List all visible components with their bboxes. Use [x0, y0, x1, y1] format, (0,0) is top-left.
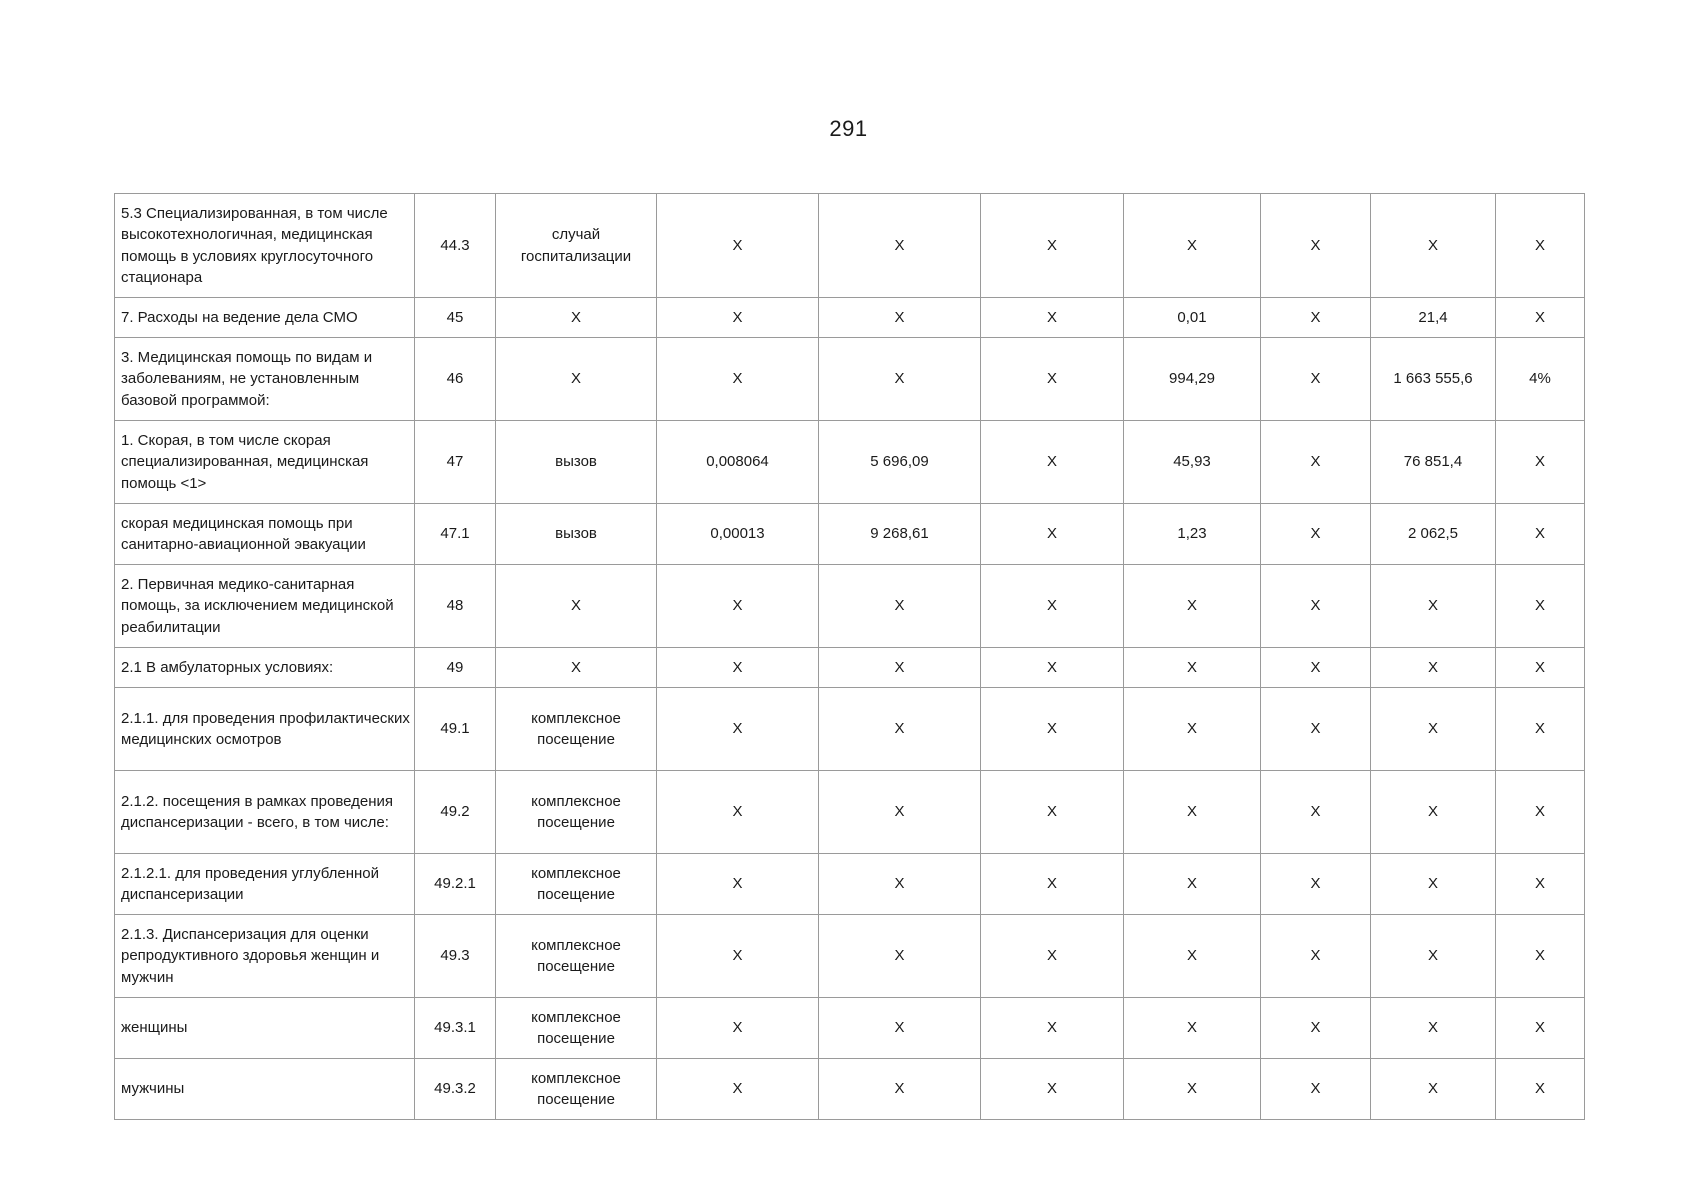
- row-name-cell: 2.1 В амбулаторных условиях:: [115, 648, 415, 688]
- value-cell: X: [1124, 771, 1261, 854]
- unit-cell: комплексное посещение: [496, 998, 657, 1059]
- value-cell: X: [819, 771, 981, 854]
- line-number-cell: 49: [415, 648, 496, 688]
- table-row: [115, 338, 1585, 421]
- value-cell: X: [1371, 998, 1496, 1059]
- value-cell: X: [657, 771, 819, 854]
- row-name-cell: скорая медицинская помощь при санитарно-авиационной эвакуации: [115, 504, 415, 565]
- value-cell: X: [1261, 298, 1371, 338]
- value-cell: X: [819, 648, 981, 688]
- line-number-cell: 47: [415, 421, 496, 504]
- value-cell: X: [657, 194, 819, 298]
- value-cell: X: [1371, 854, 1496, 915]
- unit-cell: комплексное посещение: [496, 915, 657, 998]
- unit-cell: комплексное посещение: [496, 771, 657, 854]
- value-cell: X: [1124, 854, 1261, 915]
- value-cell: X: [981, 338, 1124, 421]
- line-number-cell: 49.2.1: [415, 854, 496, 915]
- value-cell: X: [1371, 688, 1496, 771]
- value-cell: X: [981, 688, 1124, 771]
- value-cell: X: [1496, 688, 1585, 771]
- value-cell: X: [1261, 998, 1371, 1059]
- line-number-cell: 44.3: [415, 194, 496, 298]
- row-name-cell: мужчины: [115, 1059, 415, 1120]
- table-row: [115, 854, 1585, 915]
- data-table: [114, 193, 1585, 1120]
- value-cell: X: [1124, 998, 1261, 1059]
- line-number-cell: 46: [415, 338, 496, 421]
- value-cell: 9 268,61: [819, 504, 981, 565]
- value-cell: 0,01: [1124, 298, 1261, 338]
- value-cell: X: [657, 298, 819, 338]
- value-cell: X: [819, 338, 981, 421]
- row-name-cell: 2.1.2.1. для проведения углубленной диспансеризации: [115, 854, 415, 915]
- value-cell: X: [819, 998, 981, 1059]
- value-cell: X: [657, 1059, 819, 1120]
- value-cell: X: [1371, 648, 1496, 688]
- value-cell: X: [1496, 298, 1585, 338]
- value-cell: X: [819, 194, 981, 298]
- value-cell: 0,008064: [657, 421, 819, 504]
- value-cell: X: [819, 298, 981, 338]
- value-cell: X: [981, 648, 1124, 688]
- row-name-cell: 2. Первичная медико-санитарная помощь, за исключением медицинской реабилитации: [115, 565, 415, 648]
- value-cell: X: [1371, 1059, 1496, 1120]
- value-cell: X: [1371, 771, 1496, 854]
- unit-cell: вызов: [496, 504, 657, 565]
- value-cell: X: [1261, 771, 1371, 854]
- value-cell: X: [1261, 648, 1371, 688]
- value-cell: X: [1496, 771, 1585, 854]
- table-body: [115, 194, 1585, 1120]
- row-name-cell: 3. Медицинская помощь по видам и заболеваниям, не установленным базовой программой:: [115, 338, 415, 421]
- value-cell: 45,93: [1124, 421, 1261, 504]
- row-name-cell: 2.1.3. Диспансеризация для оценки репродуктивного здоровья женщин и мужчин: [115, 915, 415, 998]
- value-cell: X: [1261, 1059, 1371, 1120]
- value-cell: 4%: [1496, 338, 1585, 421]
- value-cell: X: [657, 565, 819, 648]
- value-cell: X: [1261, 915, 1371, 998]
- value-cell: X: [1124, 915, 1261, 998]
- table-row: [115, 998, 1585, 1059]
- value-cell: 1 663 555,6: [1371, 338, 1496, 421]
- value-cell: X: [981, 771, 1124, 854]
- table-row: [115, 421, 1585, 504]
- table-row: [115, 504, 1585, 565]
- value-cell: X: [657, 854, 819, 915]
- value-cell: X: [1261, 854, 1371, 915]
- value-cell: X: [981, 1059, 1124, 1120]
- value-cell: X: [1124, 565, 1261, 648]
- value-cell: X: [657, 915, 819, 998]
- value-cell: X: [657, 648, 819, 688]
- value-cell: X: [1496, 915, 1585, 998]
- value-cell: X: [1496, 1059, 1585, 1120]
- value-cell: X: [1261, 421, 1371, 504]
- value-cell: X: [981, 504, 1124, 565]
- table-row: [115, 688, 1585, 771]
- unit-cell: случай госпитализации: [496, 194, 657, 298]
- value-cell: X: [1371, 565, 1496, 648]
- value-cell: 1,23: [1124, 504, 1261, 565]
- value-cell: X: [1496, 648, 1585, 688]
- line-number-cell: 49.3.2: [415, 1059, 496, 1120]
- value-cell: 21,4: [1371, 298, 1496, 338]
- value-cell: X: [981, 194, 1124, 298]
- unit-cell: комплексное посещение: [496, 688, 657, 771]
- line-number-cell: 49.3.1: [415, 998, 496, 1059]
- value-cell: X: [1496, 421, 1585, 504]
- page-number: 291: [829, 116, 868, 141]
- line-number-cell: 48: [415, 565, 496, 648]
- value-cell: 76 851,4: [1371, 421, 1496, 504]
- unit-cell: X: [496, 648, 657, 688]
- unit-cell: X: [496, 298, 657, 338]
- table-row: [115, 194, 1585, 298]
- value-cell: X: [1261, 338, 1371, 421]
- value-cell: X: [1371, 194, 1496, 298]
- row-name-cell: 5.3 Специализированная, в том числе высокотехнологичная, медицинская помощь в условиях круглосуточного стационара: [115, 194, 415, 298]
- unit-cell: вызов: [496, 421, 657, 504]
- value-cell: X: [819, 688, 981, 771]
- value-cell: X: [1496, 194, 1585, 298]
- value-cell: X: [1261, 504, 1371, 565]
- value-cell: X: [657, 338, 819, 421]
- table-row: [115, 565, 1585, 648]
- value-cell: X: [1371, 915, 1496, 998]
- value-cell: X: [981, 298, 1124, 338]
- value-cell: X: [981, 854, 1124, 915]
- value-cell: X: [657, 688, 819, 771]
- row-name-cell: женщины: [115, 998, 415, 1059]
- unit-cell: комплексное посещение: [496, 1059, 657, 1120]
- row-name-cell: 1. Скорая, в том числе скорая специализированная, медицинская помощь <1>: [115, 421, 415, 504]
- value-cell: 5 696,09: [819, 421, 981, 504]
- value-cell: X: [1261, 688, 1371, 771]
- unit-cell: комплексное посещение: [496, 854, 657, 915]
- value-cell: X: [1496, 504, 1585, 565]
- table-row: [115, 771, 1585, 854]
- value-cell: X: [981, 421, 1124, 504]
- value-cell: X: [981, 998, 1124, 1059]
- value-cell: X: [1496, 854, 1585, 915]
- value-cell: X: [1496, 565, 1585, 648]
- value-cell: X: [981, 915, 1124, 998]
- value-cell: X: [819, 1059, 981, 1120]
- value-cell: X: [1496, 998, 1585, 1059]
- line-number-cell: 49.1: [415, 688, 496, 771]
- line-number-cell: 47.1: [415, 504, 496, 565]
- value-cell: X: [1124, 688, 1261, 771]
- value-cell: X: [1124, 648, 1261, 688]
- row-name-cell: 2.1.2. посещения в рамках проведения диспансеризации - всего, в том числе:: [115, 771, 415, 854]
- value-cell: X: [1124, 194, 1261, 298]
- value-cell: X: [1124, 1059, 1261, 1120]
- unit-cell: X: [496, 338, 657, 421]
- value-cell: X: [981, 565, 1124, 648]
- table-row: [115, 298, 1585, 338]
- line-number-cell: 49.3: [415, 915, 496, 998]
- line-number-cell: 45: [415, 298, 496, 338]
- value-cell: X: [1261, 565, 1371, 648]
- unit-cell: X: [496, 565, 657, 648]
- value-cell: X: [819, 854, 981, 915]
- value-cell: X: [819, 915, 981, 998]
- table-row: [115, 915, 1585, 998]
- table-row: [115, 648, 1585, 688]
- line-number-cell: 49.2: [415, 771, 496, 854]
- value-cell: X: [819, 565, 981, 648]
- value-cell: 994,29: [1124, 338, 1261, 421]
- value-cell: X: [1261, 194, 1371, 298]
- value-cell: 2 062,5: [1371, 504, 1496, 565]
- value-cell: 0,00013: [657, 504, 819, 565]
- row-name-cell: 7. Расходы на ведение дела СМО: [115, 298, 415, 338]
- value-cell: X: [657, 998, 819, 1059]
- row-name-cell: 2.1.1. для проведения профилактических медицинских осмотров: [115, 688, 415, 771]
- table-row: [115, 1059, 1585, 1120]
